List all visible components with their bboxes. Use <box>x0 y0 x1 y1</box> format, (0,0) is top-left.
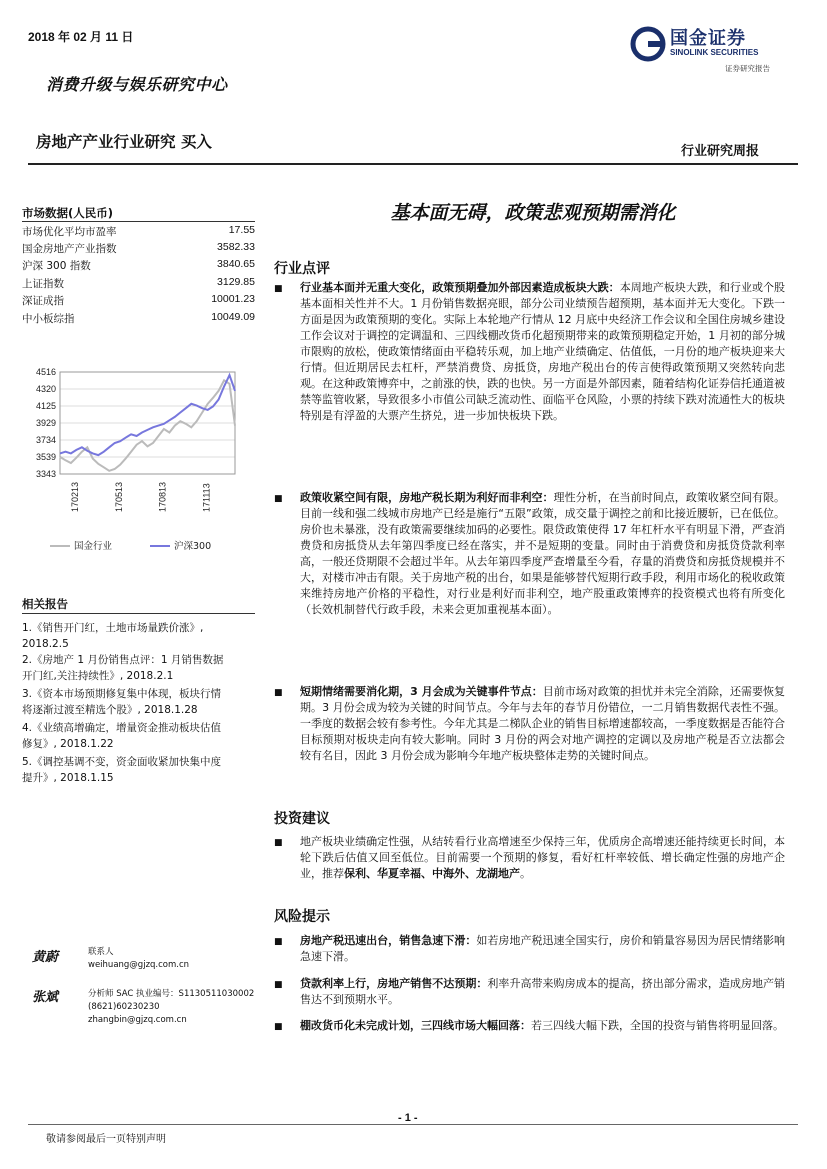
bullet-icon: ■ <box>274 838 283 848</box>
series-line <box>60 375 235 455</box>
legend-label: 沪深300 <box>174 541 212 552</box>
bullet-icon: ■ <box>274 937 283 947</box>
x-tick-label: 171113 <box>201 483 212 512</box>
analyst-contact: 联系人 weihuang@gjzq.com.cn <box>88 947 190 970</box>
index-line-chart <box>22 368 262 568</box>
analyst-contact: 分析师 SAC 执业编号：S1130511030002 (8621)60230230 zhangbin@gjzq.com.cn <box>88 989 255 1025</box>
y-tick-label: 3343 <box>35 469 56 479</box>
bullet-icon: ■ <box>274 284 283 294</box>
x-tick-label: 170513 <box>113 481 124 512</box>
logo-english: SINOLINK SECURITIES <box>670 48 759 57</box>
review-paragraph: 短期情绪需要消化期，3 月会成为关键事件节点：目前市场对政策的担忧并未完全消除，还需要恢复期。3 月份会成为较为关键的时间节点。今年与去年的春节月份错位，一二月销售数据代表性不强。一季度的数据会较有参考性。今年尤其是二梯队企业的销售目标增速都较高，一季度数据是否能符合目标预期对板块走向有较大影响。同时 3 月份的两会对地产调控的定调以及房地产税是否立法都会较有名目，因此 3 月份会成为影响今年地产板块整体走势的关键时间点。 <box>300 685 786 762</box>
section-review-heading: 行业点评 <box>274 261 330 277</box>
report-type: 行业研究周报 <box>681 144 760 159</box>
page-number: - 1 - <box>398 1112 418 1124</box>
market-row: 国金房地产产业指数 3582.33 <box>22 241 255 255</box>
market-divider <box>22 221 255 222</box>
bullet-icon: ■ <box>274 688 283 698</box>
market-data-heading: 市场数据(人民币) <box>22 206 114 220</box>
market-row: 市场优化平均市盈率 17.55 <box>22 224 255 238</box>
header-divider <box>28 163 798 165</box>
logo-chinese: 国金证券 <box>670 28 746 49</box>
market-row: 沪深 300 指数 3840.65 <box>22 258 255 272</box>
industry-rating: 房地产产业行业研究 买入 <box>36 133 212 151</box>
market-row: 上证指数 3129.85 <box>22 276 255 290</box>
company-logo-icon <box>630 26 666 62</box>
bullet-icon: ■ <box>274 980 283 990</box>
y-tick-label: 3734 <box>35 435 56 445</box>
logo-subtitle: 证券研究报告 <box>725 64 770 73</box>
y-tick-label: 4125 <box>35 401 56 411</box>
footer-disclaimer: 敬请参阅最后一页特别声明 <box>46 1134 166 1145</box>
related-report-item[interactable]: 1.《销售开门红，土地市场量跌价涨》, 2018.2.5 <box>22 622 204 650</box>
market-row: 深证成指 10001.23 <box>22 293 255 307</box>
analyst-name: 黄蔚 <box>32 950 59 965</box>
y-tick-label: 3539 <box>35 451 56 462</box>
risk-paragraph: 贷款利率上行，房地产销售不达预期：利率升高带来购房成本的提高，挤出部分需求，造成房地产销售达不到预期水平。 <box>300 977 786 1006</box>
y-tick-label: 3929 <box>35 418 56 429</box>
review-paragraph: 行业基本面并无重大变化，政策预期叠加外部因素造成板块大跌：本周地产板块大跌，和行业或个股基本面相关性并不大。1 月份销售数据亮眼，部分公司业绩预告超预期，基本面并无大变化。下跌一方面是因为政策预期的变化。实际上本轮地产行情从 12 月底中央经济工作会议和全国住房城乡建设工作会议对于调控的定调温和、三四线棚改货币化超预期带来的政策预期稳定开始，1 月初的部分城市限购的放松，使政策情绪面由平稳转乐观，加上地产业绩确定、估值低，一月份的地产板块迎来大行情。但近期居民去杠杆，严禁消费贷、房抵贷，房地产税出台的传言使得政策预期又突然转向悲观。在这种政策博弈中，之前涨的快，跌的也快。另一方面是外部因素，随着结构化证券信托通道被禁等监管收紧，导致很多小市值公司缺乏流动性、面临平仓风险，小票的持续下跌对流通性大的板块特别是有浮盈的大票产生挤兑，进一步加快板块下跌。 <box>300 281 786 422</box>
x-tick-label: 170813 <box>157 481 168 512</box>
risk-paragraph: 棚改货币化未完成计划，三四线市场大幅回落：若三四线大幅下跌，全国的投资与销售将明显回落。 <box>300 1019 784 1032</box>
section-invest-heading: 投资建议 <box>274 811 330 827</box>
review-paragraph: 政策收紧空间有限，房地产税长期为利好而非利空：理性分析，在当前时间点，政策收紧空间有限。目前一线和强二线城市房地产已经是施行“五限”政策，成交量于调控之前和比接近腰斩，已在低位。房价也未暴涨，没有政策需要继续加码的必要性。限贷政策使得 17 年杠杆水平有明显下滑，严查消费贷和房抵贷从去年第四季度已经在落实，并不是短期的变量。同时由于消费贷和房抵贷贷款利率高，一般还贷期限不会超过半年。从去年第四季度严查增量至今看，存量的消费贷和房抵贷规模并不大，对楼市冲击有限。关于房地产税的出台，如果是能够替代短期行政手段，利用市场化的税收政策来维持房地产价格的平稳性，对行业是利好而非利空，地产股重政策博弈的投资模式也将有所变化（长效机制替代行政手段，未来会更加重视基本面）。 <box>300 491 786 616</box>
bullet-icon: ■ <box>274 494 283 504</box>
section-risk-heading: 风险提示 <box>274 909 330 925</box>
related-reports-heading: 相关报告 <box>22 597 68 611</box>
invest-paragraph: 地产板块业绩确定性强，从结转看行业高增速至少保持三年，优质房企高增速还能持续更长时间，本轮下跌后估值又回至低位。目前需要一个预期的修复，看好杠杆率较低、增长确定性强的房地产企业，推荐保利、华夏幸福、中海外、龙湖地产。 <box>300 835 785 880</box>
y-tick-label: 4320 <box>35 384 56 395</box>
footer-divider <box>28 1124 798 1125</box>
legend-label: 国金行业 <box>74 541 113 552</box>
bullet-icon: ■ <box>274 1022 283 1032</box>
related-report-item[interactable]: 4.《业绩高增确定，增量资金推动板块估值 修复》, 2018.1.22 <box>22 722 222 750</box>
x-tick-label: 170213 <box>70 481 80 512</box>
report-title: 基本面无碍，政策悲观预期需消化 <box>390 202 676 224</box>
risk-paragraph: 房地产税迅速出台，销售急速下滑：如若房地产税迅速全国实行，房价和销量容易因为居民情绪影响急速下滑。 <box>300 934 786 963</box>
related-report-item[interactable]: 2.《房地产 1 月份销售点评：1 月销售数据 开门红,关注持续性》, 2018.2.1 <box>22 654 224 682</box>
related-divider <box>22 613 255 614</box>
y-tick-label: 4516 <box>35 368 56 377</box>
department-name: 消费升级与娱乐研究中心 <box>46 75 228 94</box>
related-report-item[interactable]: 5.《调控基调不变，资金面收紧加快集中度 提升》, 2018.1.15 <box>22 756 222 784</box>
report-date: 2018 年 02 月 11 日 <box>28 30 134 44</box>
market-row: 中小板综指 10049.09 <box>22 311 255 325</box>
related-report-item[interactable]: 3.《资本市场预期修复集中体现，板块行情 将逐渐过渡至精选个股》, 2018.1.28 <box>22 688 222 716</box>
analyst-name: 张斌 <box>32 990 59 1005</box>
